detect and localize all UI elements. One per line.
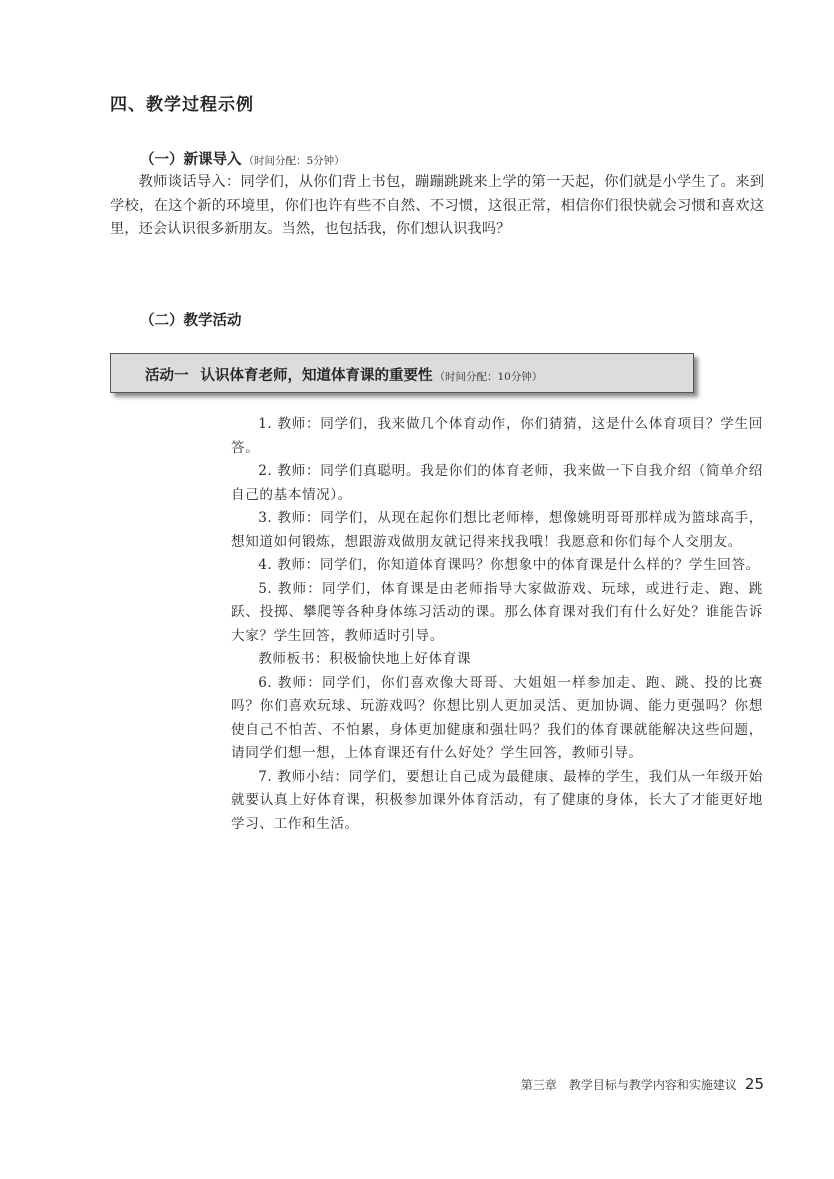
activity-item: 1. 教师：同学们，我来做几个体育动作，你们猜猜，这是什么体育项目？学生回答。 [231, 416, 763, 456]
part2-heading: （二）教学活动 [140, 313, 242, 329]
section-title: 四、教学过程示例 [110, 95, 254, 115]
part1-body: 教师谈话导入：同学们，从你们背上书包，蹦蹦跳跳来上学的第一天起，你们就是小学生了。来到学校，在这个新的环境里，你们也许有些不自然、不习惯，这很正常，相信你们很快就会习惯和喜欢这里，还会认识很多新朋友。当然，也包括我，你们想认识我吗？ [110, 174, 764, 238]
activity-title: 认识体育老师，知道体育课的重要性 [200, 368, 433, 384]
activity-item: 6. 教师：同学们，你们喜欢像大哥哥、大姐姐一样参加走、跑、跳、投的比赛吗？你们喜欢玩球、玩游戏吗？你想比别人更加灵活、更加协调、能力更强吗？你想使自己不怕苦、不怕累，身体更加健康和强壮吗？我们的体育课就能解决这些问题，请同学们想一想，上体育课还有什么好处？学生回答，教师引导。 [231, 674, 763, 761]
activity-items [231, 413, 763, 836]
page-footer [521, 1075, 764, 1093]
activity-label: 活动一 [145, 368, 189, 384]
activity-item: 7. 教师小结：同学们，要想让自己成为最健康、最棒的学生，我们从一年级开始就要认真上好体育课，积极参加课外体育活动，有了健康的身体，长大了才能更好地学习、工作和生活。 [231, 768, 763, 832]
activity-title-row [145, 364, 542, 385]
footer-chapter: 第三章 教学目标与教学内容和实施建议 [520, 1078, 737, 1092]
part1-heading-row [140, 148, 345, 169]
part1-time-note: （时间分配：5分钟） [243, 155, 345, 167]
activity-item: 5. 教师：同学们，体育课是由老师指导大家做游戏、玩球，或进行走、跑、跳跃、投掷、攀爬等各种身体练习活动的课。那么体育课对我们有什么好处？谁能告诉大家？学生回答，教师适时引导。 [231, 580, 763, 644]
part1-heading: （一）新课导入 [140, 152, 242, 168]
activity-item: 3. 教师：同学们，从现在起你们想比老师棒，想像姚明哥哥那样成为篮球高手，想知道如何锻炼，想跟游戏做朋友就记得来找我哦！我愿意和你们每个人交朋友。 [231, 510, 763, 550]
activity-time-note: （时间分配：10分钟） [434, 371, 543, 383]
activity-item: 2. 教师：同学们真聪明。我是你们的体育老师，我来做一下自我介绍（简单介绍自己的基本情况）。 [231, 463, 763, 503]
page-number: 25 [744, 1075, 764, 1093]
activity-item: 4. 教师：同学们，你知道体育课吗？你想象中的体育课是什么样的？学生回答。 [258, 557, 760, 573]
blackboard-note: 教师板书：积极愉快地上好体育课 [258, 651, 472, 667]
activity-banner [110, 353, 694, 393]
